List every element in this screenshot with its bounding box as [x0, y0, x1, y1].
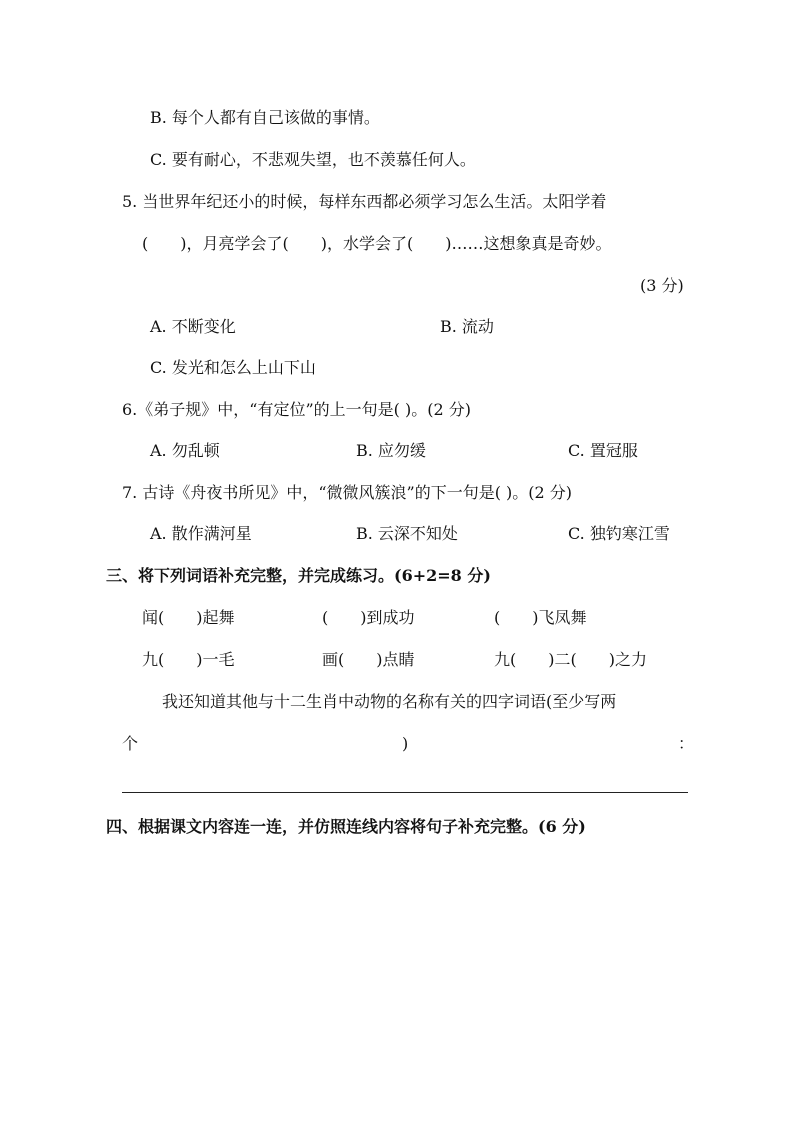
- q4-option-b: B. 每个人都有自己该做的事情。: [150, 108, 380, 127]
- q5-text-line1: 5. 当世界年纪还小的时候，每样东西都必须学习怎么生活。太阳学着: [122, 192, 607, 211]
- extra-idioms-prompt-close: ): [402, 734, 409, 753]
- q5-option-a: A. 不断变化: [150, 317, 236, 336]
- q7-text: 7. 古诗《舟夜书所见》中，“微微风簇浪”的下一句是( )。(2 分): [122, 483, 573, 502]
- answer-line: [122, 792, 688, 793]
- q4-option-c: C. 要有耐心，不悲观失望，也不羡慕任何人。: [150, 150, 476, 169]
- idiom-blank-1: 闻( )起舞: [142, 608, 235, 627]
- q7-option-b: B. 云深不知处: [356, 524, 458, 543]
- q5-option-b: B. 流动: [440, 317, 494, 336]
- idiom-blank-5: 画( )点睛: [322, 650, 415, 669]
- q6-option-b: B. 应勿缓: [356, 441, 426, 460]
- section3-title: 三、将下列词语补充完整，并完成练习。(6+2=8 分): [106, 566, 491, 585]
- extra-idioms-prompt: 我还知道其他与十二生肖中动物的名称有关的四字词语(至少写两: [162, 692, 617, 711]
- extra-idioms-prompt-start: 个: [122, 734, 139, 753]
- idiom-blank-2: ( )到成功: [322, 608, 415, 627]
- q5-text-line2: ( )，月亮学会了( )，水学会了( )……这想象真是奇妙。: [142, 234, 612, 253]
- q7-option-a: A. 散作满河星: [150, 524, 252, 543]
- q6-text: 6.《弟子规》中，“有定位”的上一句是( )。(2 分): [122, 400, 471, 419]
- idiom-blank-4: 九( )一毛: [142, 650, 235, 669]
- idiom-blank-3: ( )飞凤舞: [494, 608, 587, 627]
- section4-title: 四、根据课文内容连一连，并仿照连线内容将句子补充完整。(6 分): [106, 817, 586, 836]
- q5-option-c: C. 发光和怎么上山下山: [150, 358, 316, 377]
- q5-score: (3 分): [640, 276, 684, 295]
- q6-option-a: A. 勿乱顿: [150, 441, 220, 460]
- extra-idioms-prompt-colon: ：: [678, 734, 695, 753]
- idiom-blank-6: 九( )二( )之力: [494, 650, 647, 669]
- q7-option-c: C. 独钓寒江雪: [568, 524, 670, 543]
- q6-option-c: C. 置冠服: [568, 441, 638, 460]
